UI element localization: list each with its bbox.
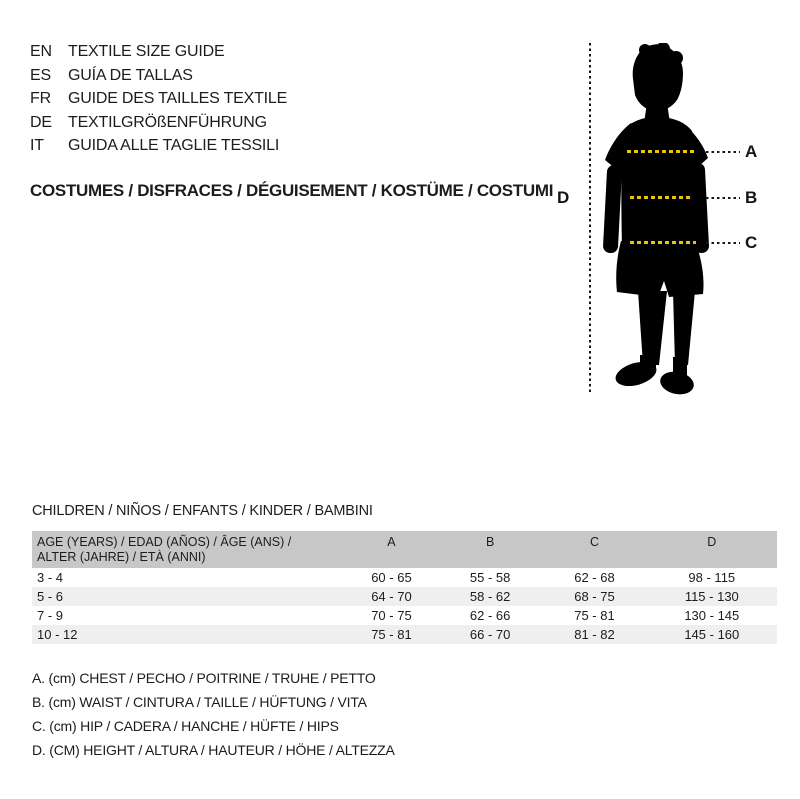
language-title: GUIDA ALLE TAGLIE TESSILI [68,137,280,154]
age-cell: 3 - 4 [37,570,64,585]
legend-height: D. (CM) HEIGHT / ALTURA / HAUTEUR / HÖHE / ALTEZZA [32,742,395,758]
language-code: ES [30,66,51,84]
column-header-b: B [485,535,495,549]
height-cell: 98 - 115 [688,570,736,585]
waist-measure-label: B [745,188,758,207]
waist-measure-connector [706,197,740,199]
legend-hip: C. (cm) HIP / CADERA / HANCHE / HÜFTE / HIPS [32,718,339,734]
table-row [32,606,777,625]
chest-cell: 60 - 65 [371,570,412,585]
age-header-line2: ALTER (JAHRE) / ETÀ (ANNI) [37,549,206,564]
waist-cell: 62 - 66 [469,608,511,623]
hip-cell: 68 - 75 [574,589,615,604]
column-header-a: A [387,535,396,549]
language-code: FR [30,90,51,107]
hip-measure-label: C [745,233,758,252]
chest-cell: 75 - 81 [371,627,412,642]
height-cell: 145 - 160 [684,627,740,642]
language-title: GUIDE DES TAILLES TEXTILE [68,90,288,107]
chest-cell: 70 - 75 [371,608,412,623]
age-header-cell [32,535,345,564]
height-measure-label: D [557,188,570,207]
legend-waist: B. (cm) WAIST / CINTURA / TAILLE / HÜFTUNG / VITA [32,694,367,710]
chest-measure-label: A [745,142,758,161]
table-section-title: CHILDREN / NIÑOS / ENFANTS / KINDER / BAMBINI [32,503,373,519]
language-title: TEXTILE SIZE GUIDE [68,43,225,60]
table-row [32,625,777,644]
waist-measure-dash [630,196,692,199]
waist-cell: 55 - 58 [469,570,511,585]
category-title: COSTUMES / DISFRACES / DÉGUISEMENT / KOSTÜME / COSTUMI [30,181,554,200]
age-header-line1: AGE (YEARS) / EDAD (AÑOS) / ÂGE (ANS) / [37,535,292,549]
chest-measure-connector [706,151,740,153]
hip-cell: 81 - 82 [574,627,615,642]
height-cell: 130 - 145 [684,608,740,623]
language-code: EN [30,43,52,60]
language-code: DE [30,113,52,131]
column-header-c: C [589,535,599,549]
language-title: TEXTILGRÖßENFÜHRUNG [68,113,267,131]
table-row [32,568,777,587]
language-code: IT [30,137,44,154]
height-measure-dotted-line [589,43,591,395]
waist-cell: 58 - 62 [469,589,511,604]
hip-cell: 75 - 81 [574,608,615,623]
table-row [32,587,777,606]
hip-cell: 62 - 68 [574,570,615,585]
column-header-d: D [707,535,717,549]
hip-measure-dash [630,241,696,244]
age-cell: 10 - 12 [37,627,78,642]
age-cell: 7 - 9 [37,608,64,623]
language-title: GUÍA DE TALLAS [68,66,193,84]
measurement-legend [32,666,395,762]
chest-measure-dash [627,150,697,153]
children-size-table [32,531,777,644]
hip-measure-connector [706,242,740,244]
height-cell: 115 - 130 [684,589,739,604]
table-header-row [32,531,777,568]
age-cell: 5 - 6 [37,589,64,604]
chest-cell: 64 - 70 [371,589,412,604]
legend-chest: A. (cm) CHEST / PECHO / POITRINE / TRUHE / PETTO [32,670,376,686]
waist-cell: 66 - 70 [469,627,511,642]
child-silhouette [595,43,715,395]
